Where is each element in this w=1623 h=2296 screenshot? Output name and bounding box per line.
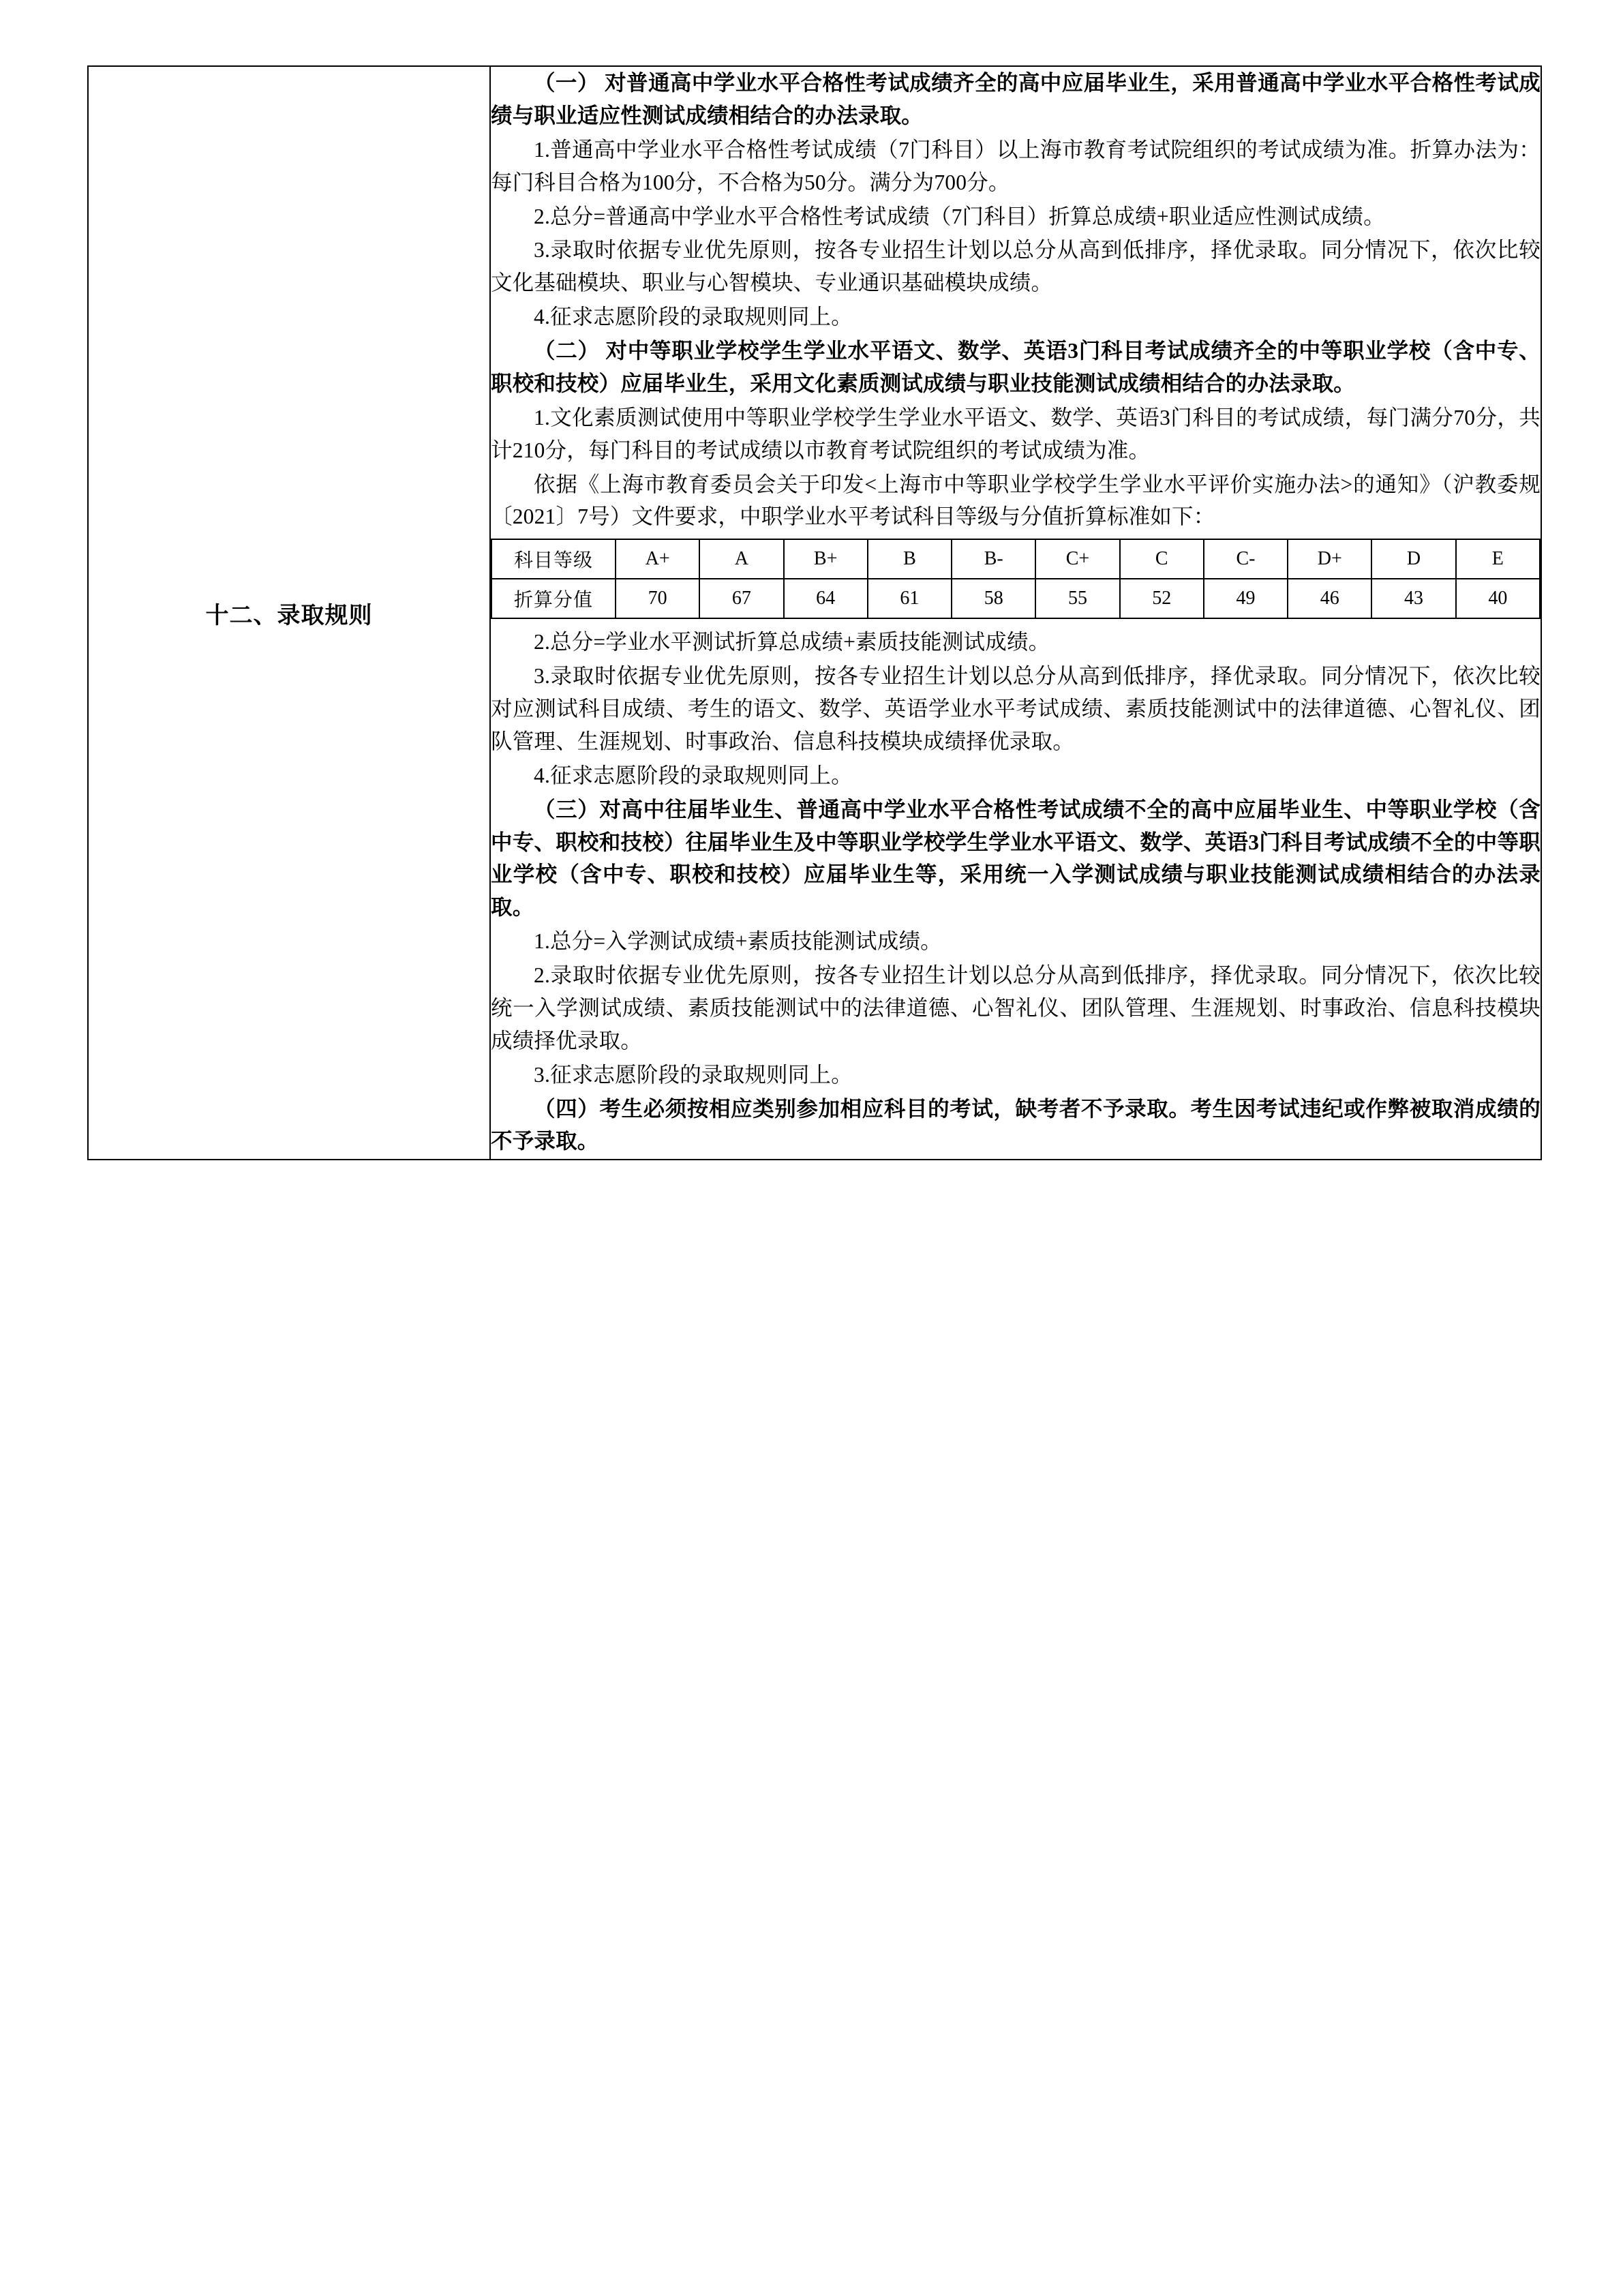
paragraph-2-3: 3.录取时依据专业优先原则，按各专业招生计划以总分从高到低排序，择优录取。同分情况下，依次比较对应测试科目成绩、考生的语文、数学、英语学业水平考试成绩、素质技能测试中的法律道德、心智礼仪、团队管理、生涯规划、时事政治、信息科技模块成绩择优录取。 — [491, 664, 1541, 753]
paragraph-1-1: 1.普通高中学业水平合格性考试成绩（7门科目）以上海市教育考试院组织的考试成绩为准。折算办法为：每门科目合格为100分，不合格为50分。满分为700分。 — [491, 137, 1541, 194]
grade-cell-level-3: B — [868, 539, 952, 579]
grade-cell-level-6: C — [1120, 539, 1204, 579]
grade-table-score-row — [491, 579, 1540, 618]
row-label-text: 十二、录取规则 — [205, 603, 373, 629]
grade-table-header-row — [491, 539, 1540, 579]
grade-cell-score-9: 43 — [1371, 579, 1455, 618]
grade-cell-score-1: 67 — [699, 579, 783, 618]
grade-cell-score-10: 40 — [1456, 579, 1540, 618]
grade-cell-score-0: 70 — [616, 579, 699, 618]
grade-cell-level-0: A+ — [616, 539, 699, 579]
paragraph-section-1-heading: （一） 对普通高中学业水平合格性考试成绩齐全的高中应届毕业生，采用普通高中学业水平合格性考试成绩与职业适应性测试成绩相结合的办法录取。 — [491, 71, 1541, 127]
row-label-cell — [88, 66, 490, 1160]
grade-cell-level-9: D — [1371, 539, 1455, 579]
paragraph-1-3: 3.录取时依据专业优先原则，按各专业招生计划以总分从高到低排序，择优录取。同分情况下，依次比较文化基础模块、职业与心智模块、专业通识基础模块成绩。 — [491, 238, 1541, 295]
grade-table-row-header-score: 折算分值 — [491, 579, 616, 618]
grade-cell-level-10: E — [1456, 539, 1540, 579]
paragraph-3-1: 1.总分=入学测试成绩+素质技能测试成绩。 — [534, 929, 942, 954]
table-row — [88, 66, 1541, 1160]
grade-cell-level-8: D+ — [1288, 539, 1371, 579]
paragraph-section-2-heading: （二） 对中等职业学校学生学业水平语文、数学、英语3门科目考试成绩齐全的中等职业学校（含中专、职校和技校）应届毕业生，采用文化素质测试成绩与职业技能测试成绩相结合的办法录取。 — [491, 339, 1541, 395]
grade-cell-score-4: 58 — [952, 579, 1035, 618]
grade-cell-level-7: C- — [1204, 539, 1288, 579]
paragraph-2-2: 2.总分=学业水平测试折算总成绩+素质技能测试成绩。 — [534, 630, 1050, 654]
grade-table-row-header-level: 科目等级 — [491, 539, 616, 579]
paragraph-3-3: 3.征求志愿阶段的录取规则同上。 — [534, 1062, 853, 1087]
grade-cell-score-7: 49 — [1204, 579, 1288, 618]
paragraph-3-2: 2.录取时依据专业优先原则，按各专业招生计划以总分从高到低排序，择优录取。同分情况下，依次比较统一入学测试成绩、素质技能测试中的法律道德、心智礼仪、团队管理、生涯规划、时事政治、信息科技模块成绩择优录取。 — [491, 963, 1541, 1053]
grade-cell-score-2: 64 — [784, 579, 868, 618]
grade-cell-level-4: B- — [952, 539, 1035, 579]
admission-rules-table — [87, 65, 1542, 1160]
paragraph-1-2: 2.总分=普通高中学业水平合格性考试成绩（7门科目）折算总成绩+职业适应性测试成绩。 — [534, 204, 1385, 228]
row-content-cell — [490, 66, 1541, 1160]
grade-cell-level-1: A — [699, 539, 783, 579]
paragraph-section-4-heading: （四）考生必须按相应类别参加相应科目的考试，缺考者不予录取。考生因考试违纪或作弊被取消成绩的不予录取。 — [491, 1096, 1541, 1153]
grade-cell-score-3: 61 — [868, 579, 952, 618]
paragraph-1-4: 4.征求志愿阶段的录取规则同上。 — [534, 305, 853, 329]
paragraph-2-policy-reference: 依据《上海市教育委员会关于印发<上海市中等职业学校学生学业水平评价实施办法>的通知》（沪教委规〔2021〕7号）文件要求，中职学业水平考试科目等级与分值折算标准如下： — [491, 472, 1541, 529]
grade-conversion-table-wrapper — [491, 539, 1541, 619]
paragraph-section-3-heading: （三）对高中往届毕业生、普通高中学业水平合格性考试成绩不全的高中应届毕业生、中等职业学校（含中专、职校和技校）往届毕业生及中等职业学校学生学业水平语文、数学、英语3门科目考试成绩不全的中等职业学校（含中专、职校和技校）应届毕业生等，采用统一入学测试成绩与职业技能测试成绩相结合的办法录取。 — [491, 797, 1541, 920]
grade-cell-score-6: 52 — [1120, 579, 1204, 618]
grade-cell-score-8: 46 — [1288, 579, 1371, 618]
grade-cell-level-5: C+ — [1035, 539, 1119, 579]
paragraph-2-4: 4.征求志愿阶段的录取规则同上。 — [534, 763, 853, 787]
grade-conversion-table — [491, 539, 1541, 619]
grade-cell-level-2: B+ — [784, 539, 868, 579]
paragraph-2-1: 1.文化素质测试使用中等职业学校学生学业水平语文、数学、英语3门科目的考试成绩，每门满分70分，共计210分，每门科目的考试成绩以市教育考试院组织的考试成绩为准。 — [491, 405, 1541, 462]
grade-cell-score-5: 55 — [1035, 579, 1119, 618]
